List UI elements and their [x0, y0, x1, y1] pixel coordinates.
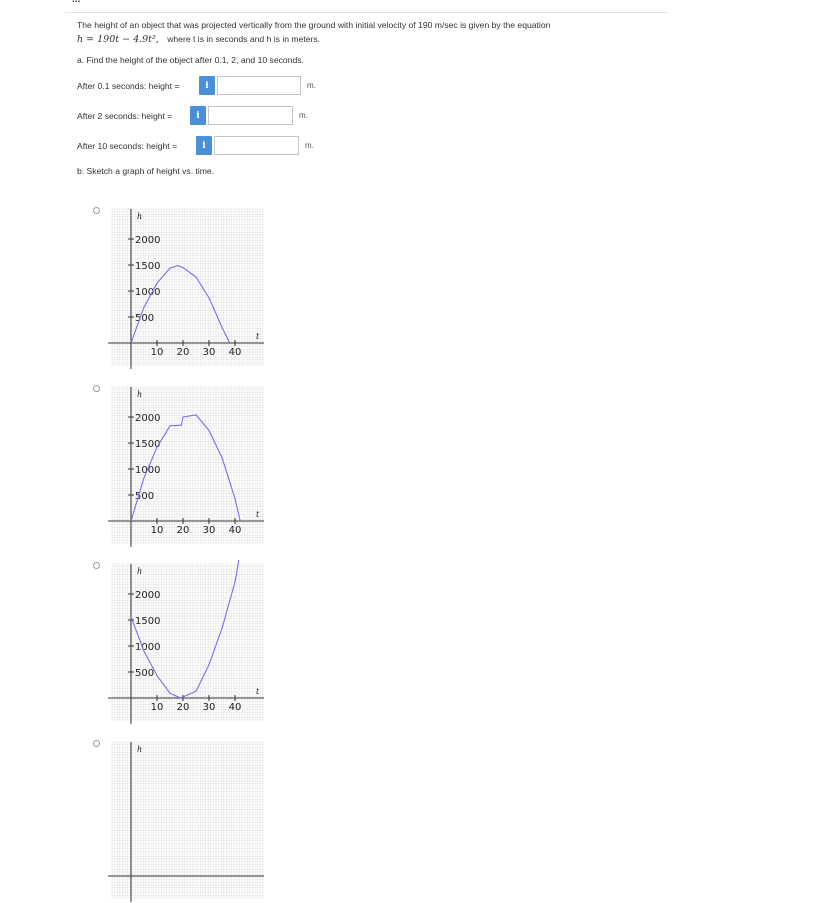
equation-note: where t is in seconds and h is in meters. [167, 34, 321, 44]
graph-option-3-radio[interactable] [93, 562, 100, 569]
question-intro: The height of an object that was projected vertically from the ground with initial velocity of 190 m/sec is given by the equation [77, 20, 551, 30]
unit-label: m. [299, 111, 308, 120]
x-axis-label: t [256, 510, 260, 519]
graph-option-4 [104, 738, 266, 903]
x-tick-label: 20 [176, 347, 190, 358]
graph-option-1 [104, 205, 266, 370]
answer-row-0-1-seconds [77, 76, 637, 96]
y-tick-label: 2000 [135, 235, 161, 246]
height-0-1-input[interactable] [217, 76, 301, 95]
graph-option-4-radio[interactable] [93, 740, 100, 747]
top-divider [65, 12, 667, 13]
y-tick-label: 1500 [135, 261, 161, 272]
info-icon[interactable]: i [196, 136, 212, 155]
graph-option-3 [104, 560, 266, 725]
equation-line [77, 34, 320, 45]
y-tick-label: 2000 [135, 590, 161, 601]
answer-row-2-seconds [77, 106, 637, 126]
graph-option-1-radio[interactable] [93, 207, 100, 214]
x-tick-label: 40 [228, 525, 242, 536]
x-tick-label: 20 [176, 525, 190, 536]
height-2-input[interactable] [208, 106, 293, 125]
y-tick-label: 500 [135, 313, 155, 324]
y-axis-label: h [137, 745, 143, 754]
unit-label: m. [307, 81, 316, 90]
x-tick-label: 10 [150, 347, 164, 358]
y-tick-label: 1000 [135, 287, 161, 298]
info-icon[interactable]: i [199, 76, 215, 95]
equation: h = 190t − 4.9t², [77, 34, 159, 45]
y-tick-label: 1500 [135, 616, 161, 627]
x-tick-label: 40 [228, 347, 242, 358]
x-axis-label: t [256, 687, 260, 696]
graph-option-2 [104, 383, 266, 548]
y-tick-label: 1000 [135, 465, 161, 476]
y-tick-label: 500 [135, 491, 155, 502]
y-axis-label: h [137, 567, 143, 576]
x-tick-label: 30 [202, 525, 216, 536]
x-tick-label: 10 [150, 702, 164, 713]
x-tick-label: 10 [150, 525, 164, 536]
y-axis-label: h [137, 390, 143, 399]
answer-label: After 0.1 seconds: height = [77, 81, 180, 91]
x-tick-label: 30 [202, 347, 216, 358]
y-tick-label: 1000 [135, 642, 161, 653]
x-tick-label: 20 [176, 702, 190, 713]
answer-row-10-seconds [77, 136, 637, 156]
y-tick-label: 1500 [135, 439, 161, 450]
header-text [72, 0, 80, 5]
height-10-input[interactable] [214, 136, 299, 155]
x-tick-label: 30 [202, 702, 216, 713]
part-b-text: b. Sketch a graph of height vs. time. [77, 166, 215, 176]
y-tick-label: 2000 [135, 413, 161, 424]
graph-option-2-radio[interactable] [93, 385, 100, 392]
y-axis-label: h [137, 212, 143, 221]
unit-label: m. [305, 141, 314, 150]
answer-label: After 10 seconds: height = [77, 141, 178, 151]
info-icon[interactable]: i [190, 106, 206, 125]
answer-label: After 2 seconds: height = [77, 111, 173, 121]
y-tick-label: 500 [135, 668, 155, 679]
x-axis-label: t [256, 332, 260, 341]
part-a-text: a. Find the height of the object after 0.1, 2, and 10 seconds. [77, 55, 304, 65]
x-tick-label: 40 [228, 702, 242, 713]
